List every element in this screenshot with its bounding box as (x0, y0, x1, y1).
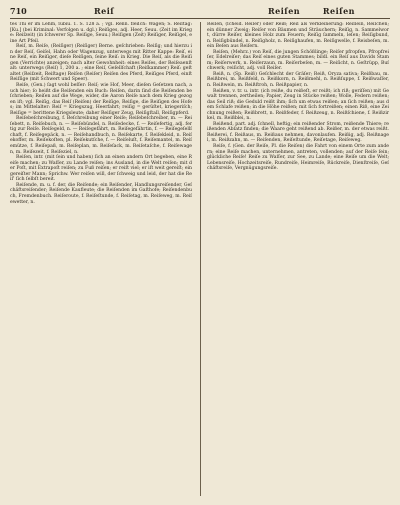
entry-paragraph: Reiſen, (Mehrz.) von Reiſ, die jungen Schößlinge; Reiſer pfropfen, Pfropfreiſer, Edelreiſer; das Reiſ eines guten Stammes; bildl. ein Reiſ aus Davids Stamm; Reiſerwerk, n. Reiſerzaun, m. Reiſerbeſen, m. — Reiſicht, n. Geſtrüpp, Buſchwerk; reiſicht, adj. voll Reiſer. (207, 49, 389, 72)
entry-paragraph: Reiſe, f. (Gen. der Reiſe, Pl. die Reiſen) die Fahrt von einem Orte zum andern; eine Reiſe machen, unternehmen, antreten, vollenden; auf der Reiſe ſein; glückliche Reiſe! Reiſe zu Waſſer, zur See, zu Lande; eine Reiſe um die Welt; Lebensreiſe, Hochzeitsreiſe, Rundreiſe, Heimreiſe, Rückreiſe, Dienſtreiſe, Geſchäftsreiſe, Vergnügungsreiſe. (207, 144, 389, 172)
column-divider (200, 22, 201, 496)
right-column (207, 22, 389, 498)
page-number: 710 (10, 6, 27, 16)
entry-paragraph: Reiſende, m. u. f. der, die Reiſende; ein Reiſender, Handlungsreiſender, Geſchäftsreiſender; Reiſende Kaufleute; die Reiſenden im Gaſthofe; Reiſendenbuch, Fremdenbuch. Reiſeroute, f. Reiſeſtunde, f. Reiſetag, m. Reiſeweg, m. Reiſewetter, n. (10, 182, 192, 205)
entry-paragraph: Reiß, n. (Sp. Reiß) Geſchlecht der Gräſer; Reiß, Oryza sativa; Reißbau, m. Reißbrei, m. Reißfeld, n. Reißkorn, n. Reißmehl, n. Reißſuppe, f. Reißwaſſer, n. Reißwein, m. Reißſtroh, n. Reißpapier, n. (207, 71, 389, 89)
entry-paragraph: Reißend, part. adj. ſchnell, heftig; ein reißender Strom, reißende Thiere; reißenden Abſatz finden; die Waare geht reißend ab. Reißer, m. der etwas reißt. Reißerei, f. Reißaus, m. Reißaus nehmen, davonlaufen. Reißig, adj. Reißnagel, m. Reißzahn, m. — Reiſenden, Reiſeſtunde, Reiſetage, Reiſeweg. (207, 121, 389, 144)
entry-paragraph: Reiſ, m. Reiſe, (Reiſiger) (Reiſiger) Berne. geſchrieben: Reiſig; und hierzu in der Reiſ, Geiſel, Hahn oder Wagenzug, unterwegs mit Ritter Kappe: Reiſ, eine Reiſ, ein Reiſiger, dieſe Reiſigen, ſeine Reiſ: in Krieg. Die Reiſ, als die Reiſigen (Verrichte) anzeigen; nach alter Gewohnheit: eines Reiſes, der Reiſeaenſtalt: unterwegs (Reiſ) 1, 200 a. ; eine Reiſ, Geſellſchaft (Reiſkammer) Reiſ: geſtaltet (Reiſzeit, Reiſtage) Reiſen (Reiſer) Reiſen des Pferd, Reiſiges Pferd, einſt Reiſſige (mit Schwert und Speer). (10, 44, 192, 83)
page-header (10, 5, 390, 17)
entry-paragraph: tes Thi er im Lehm, ſubiu. 1. S. 128 a. ; vgl. Renn. fleiſch: Wagen; S. Reiſtag: [Ku.] (bei Kriminal: Verfolgen u. dgl.) Reiſiges, adj. Heer, Seuu. (Zeit im Kriege: Reiſzeit) (in ſchwerer Sp. Reiſige, Seuu.) Reiſigen (Zeit) Reiſiger, Reiſigel, eine Art Pfeil. (10, 22, 192, 44)
header-rule (10, 18, 390, 19)
running-head-left: Reiſ (94, 6, 115, 16)
running-head-center: Reiſen (268, 6, 301, 16)
entry-paragraph: Reiſe, (Gen.) ſagt wohl beſſer: Reiſ; wie Hof, Meer, dieſen Geſetzen nach, auch hier; ſo heißt die Reiſenden ein Buch: Reiſen, darin ſind die Reiſenden beſchrieben; Reiſen auf die Wege, wider, die Aaron Reiſe nach dem Krieg gezogen iſt; vgl. Reiſig, das Reiſ (Reiſen) der Reiſige, Reiſige, die Reiſigen des Hofes; im Mittelalter: Reiſ = Kriegszug, Heerfahrt; reiſig = gerüſtet, kriegeriſch; Reiſige = berittene Kriegsleute; daher Reiſiger Zeug, Reiſigſtall, Reiſigpferd. (10, 83, 192, 116)
left-column (10, 22, 192, 498)
entry-paragraph: Reiſen, intr. (mit ſein und haben) ſich an einen andern Ort begeben, eine Reiſe machen; zu Waſſer, zu Lande reiſen; ins Ausland, in die Welt reiſen; mit der Poſt, mit Extrapoſt reiſen; zu Fuß reiſen; er reiſt viel; er iſt weit gereiſt; ein gereiſter Mann; Sprichw. Wer reiſen will, der ſchweig und leid, der hat die Reiſ' ſich ſelbſt bereit. (10, 155, 192, 183)
entry-paragraph: Reiſen, (ſcheid. Reiſer) oder Reiß; Reiſ als Verkleinerung: Reiſlein, Reiſchen; ein dünner Zweig; Reiſer von Bäumen und Sträuchern; Reiſig, n. Sammelwort, dürre Reiſer, kleines Holz zum Feuern; Reiſig ſammeln, leſen; Reiſigbund, n. Reiſigbündel, n. Reiſigholz, n. Reiſighaufen, m. Reiſigwelle, f. Reisbeſen, m. ein Beſen aus Reiſern. (207, 22, 389, 50)
running-head-right: Reiſen (322, 6, 355, 16)
entry-paragraph: Reiſebeſchreibung, f. Beſchreibung einer Reiſe; Reiſebeſchreiber, m. — Reiſebett, n. Reiſebuch, n. — Reiſebündel, n. Reiſedecke, f. — Reiſefertig, adj. fertig zur Reiſe. Reiſegeld, n. — Reiſegefährt, m. Reiſegefährtin, f. — Reiſegeſellſchaft, f. Reiſegepäck, n. — Reiſehandbuch, n. Reiſekarte, f. Reiſekleid, n. Reiſekoffer, m. Reiſekoſten, pl. Reiſekutſche, f. — Reiſeluſt, f. Reiſemantel, m. Reiſemütze, f. Reiſepaß, m. Reiſeplan, m. Reiſeſack, m. Reiſetaſche, f. Reiſewagen, m. Reiſezeit, f. Reiſeziel, n. (10, 116, 192, 155)
entry-paragraph: Reißen, v. tr. u. intr. (ich reiße, du reißeſt, er reißt; ich riß; geriſſen) mit Gewalt trennen, zertheilen; Papier, Zeug in Stücke reißen; Wolle, Federn reißen; das Seil riß; die Geduld reißt ihm; ſich um etwas reißen; an ſich reißen; aus dem Schlafe reißen; in die Höhe reißen; mit ſich fortreißen; einen Riß, eine Zeichnung reißen; Reißbrett, n. Reißfeder, f. Reißzeug, n. Reißſchiene, f. Reißzirkel, m. Reißblei, n. (207, 88, 389, 122)
